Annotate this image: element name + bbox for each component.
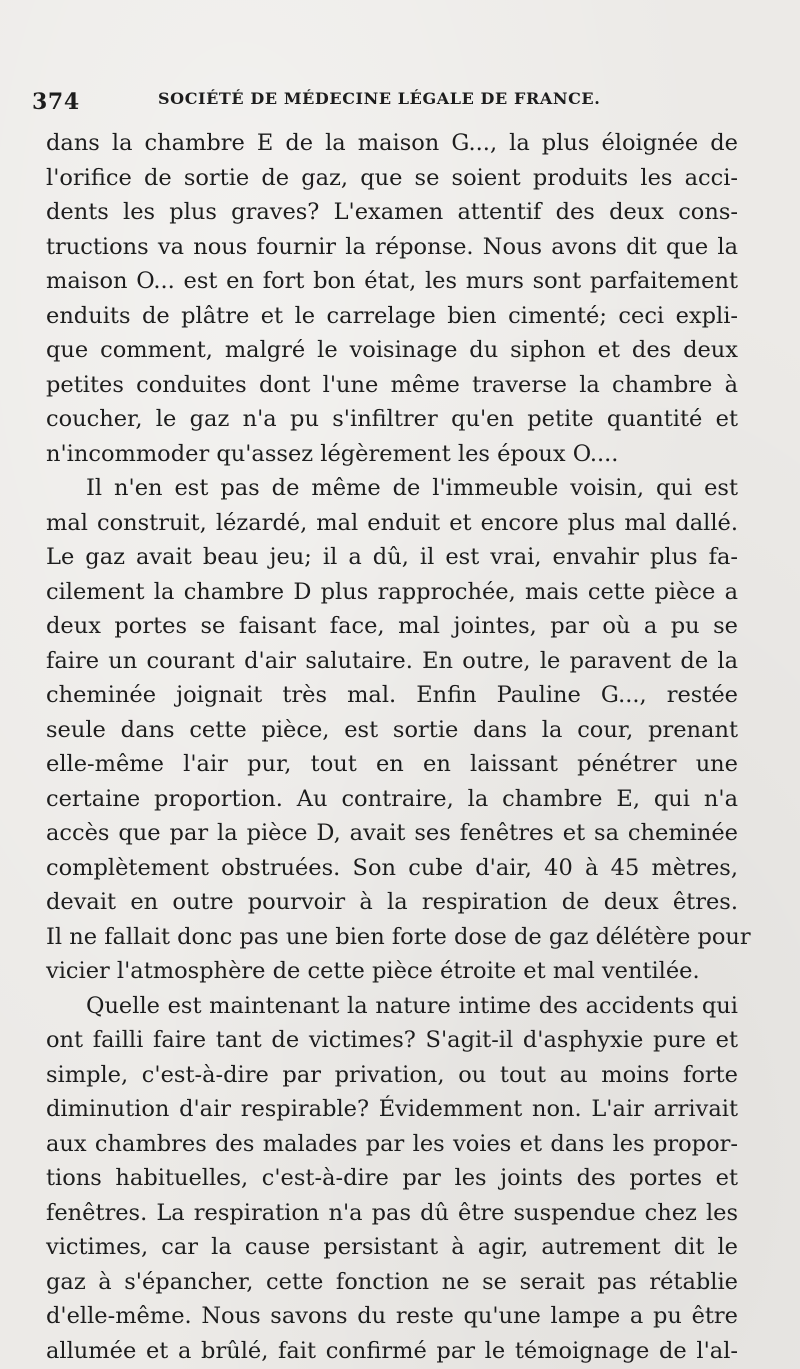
- text-line: d'elle-même. Nous savons du reste qu'une lampe a pu être: [46, 1303, 738, 1329]
- text-line: allumée et a brûlé, fait confirmé par le témoignage de l'al-: [46, 1337, 738, 1364]
- text-line: deux portes se faisant face, mal jointes, par où a pu se: [46, 613, 738, 639]
- text-line: tructions va nous fournir la réponse. Nous avons dit que la: [46, 233, 738, 260]
- text-line: faire un courant d'air salutaire. En outre, le paravent de la: [46, 647, 738, 674]
- running-head: [32, 86, 732, 116]
- page-number: 374: [32, 89, 80, 115]
- running-head-title: SOCIÉTÉ DE MÉDECINE LÉGALE DE FRANCE.: [158, 89, 601, 108]
- text-line: dents les plus graves? L'examen attentif des deux cons-: [46, 199, 738, 225]
- text-line: mal construit, lézardé, mal enduit et encore plus mal dallé.: [46, 509, 738, 536]
- text-line: Le gaz avait beau jeu; il a dû, il est vrai, envahir plus fa-: [46, 544, 738, 570]
- text-line: dans la chambre E de la maison G..., la plus éloignée de: [46, 130, 738, 156]
- paragraph-start-line: Il n'en est pas de même de l'immeuble voisin, qui est: [86, 475, 738, 501]
- body-text: [46, 126, 751, 1368]
- text-line: ont failli faire tant de victimes? S'agit-il d'asphyxie pure et: [46, 1027, 738, 1053]
- text-line: complètement obstruées. Son cube d'air, 40 à 45 mètres,: [46, 854, 738, 881]
- text-line: aux chambres des malades par les voies et dans les propor-: [46, 1130, 738, 1157]
- text-line: que comment, malgré le voisinage du siphon et des deux: [46, 337, 738, 363]
- text-line: certaine proportion. Au contraire, la chambre E, qui n'a: [46, 785, 738, 812]
- text-line: accès que par la pièce D, avait ses fenêtres et sa cheminée: [46, 820, 738, 846]
- text-line: gaz à s'épancher, cette fonction ne se serait pas rétablie: [46, 1268, 738, 1295]
- text-line: seule dans cette pièce, est sortie dans la cour, prenant: [46, 716, 738, 743]
- paragraph-start-line: Quelle est maintenant la nature intime des accidents qui: [86, 992, 738, 1019]
- text-line: petites conduites dont l'une même traverse la chambre à: [46, 371, 738, 398]
- text-line: cilement la chambre D plus rapprochée, mais cette pièce a: [46, 578, 738, 605]
- text-line: coucher, le gaz n'a pu s'infiltrer qu'en petite quantité et: [46, 406, 738, 432]
- text-line: enduits de plâtre et le carrelage bien cimenté; ceci expli-: [46, 302, 738, 329]
- text-line: simple, c'est-à-dire par privation, ou tout au moins forte: [46, 1061, 738, 1088]
- text-line: vicier l'atmosphère de cette pièce étroite et mal ventilée.: [46, 958, 700, 984]
- text-line: tions habituelles, c'est-à-dire par les joints des portes et: [46, 1165, 738, 1191]
- text-line: n'incommoder qu'assez légèrement les époux O....: [46, 440, 619, 467]
- text-line: fenêtres. La respiration n'a pas dû être suspendue chez les: [46, 1199, 738, 1226]
- text-line: cheminée joignait très mal. Enfin Pauline G..., restée: [46, 682, 738, 708]
- text-line: victimes, car la cause persistant à agir, autrement dit le: [46, 1234, 738, 1260]
- text-line: devait en outre pourvoir à la respiration de deux êtres.: [46, 889, 738, 915]
- text-line: diminution d'air respirable? Évidemment non. L'air arrivait: [46, 1096, 738, 1122]
- text-line: Il ne fallait donc pas une bien forte dose de gaz délétère pour: [46, 923, 751, 950]
- text-line: maison O... est en fort bon état, les murs sont parfaitement: [46, 268, 738, 294]
- text-line: l'orifice de sortie de gaz, que se soient produits les acci-: [46, 164, 738, 191]
- text-line: elle-même l'air pur, tout en en laissant pénétrer une: [46, 751, 738, 777]
